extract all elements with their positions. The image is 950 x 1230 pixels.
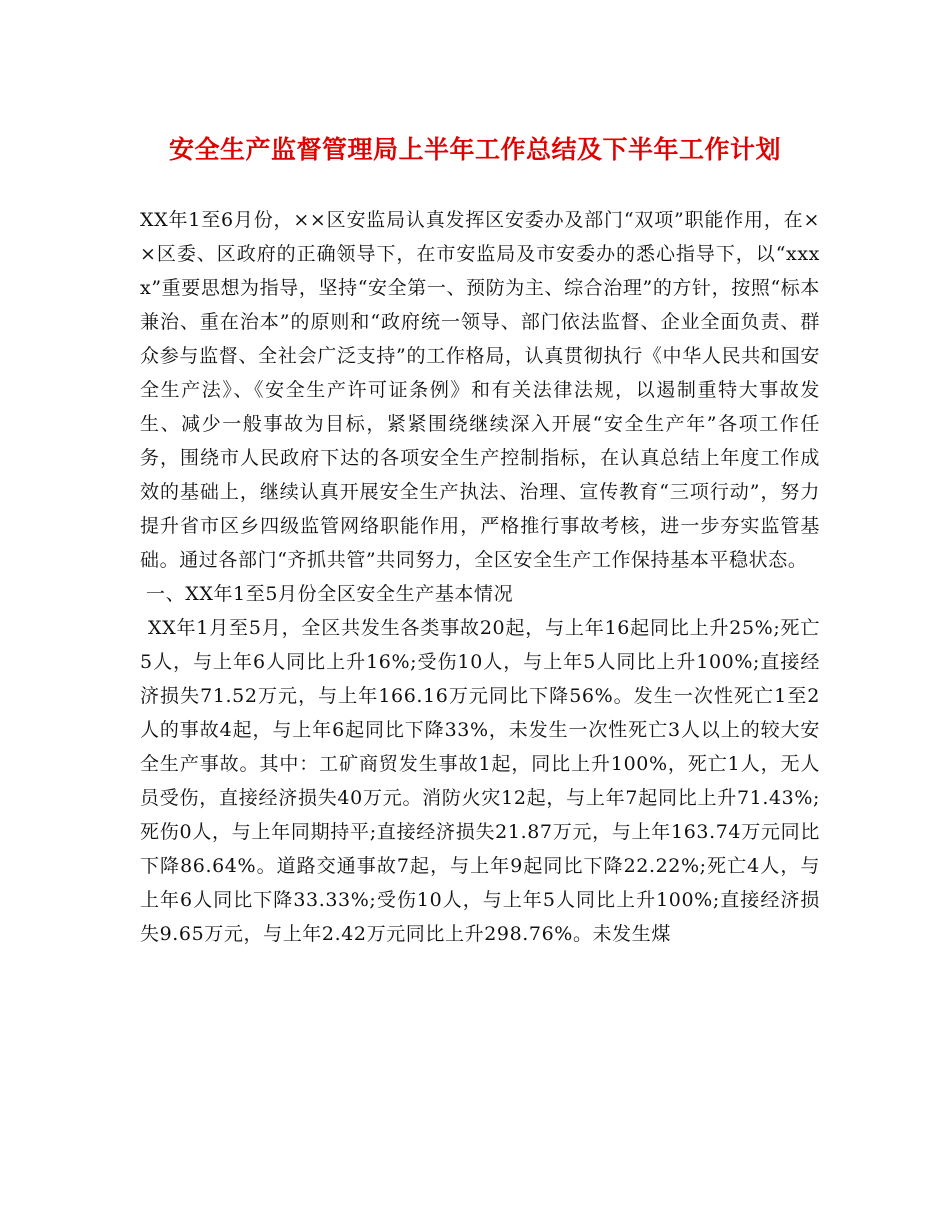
section-heading: 一、XX年1至5月份全区安全生产基本情况 (146, 583, 514, 605)
intro-paragraph: XX年1至6月份，××区安监局认真发挥区安委办及部门“双项”职能作用，在××区委、区政府的正确领导下，在市安监局及市安委办的悉心指导下，以“xxxx”重要思想为指导，坚持“安全第一、预防为主、综合治理”的方针，按照“标本兼治、重在治本”的原则和“政府统一领导、部门依法监督、企业全面负责、群众参与监督、全社会广泛支持”的工作格局，认真贯彻执行《中华人民共和国安全生产法》、《安全生产许可证条例》和有关法律法规，以遏制重特大事故发生、减少一般事故为目标，紧紧围绕继续深入开展“安全生产年”各项工作任务，围绕市人民政府下达的各项安全生产控制指标，在认真总结上年度工作成效的基础上，继续认真开展安全生产执法、治理、宣传教育“三项行动”，努力提升省市区乡四级监管网络职能作用，严格推行事故考核，进一步夯实监管基础。通过各部门“齐抓共管”共同努力，全区安全生产工作保持基本平稳状态。 (140, 209, 820, 571)
document-body (140, 203, 820, 951)
statistics-paragraph: XX年1月至5月，全区共发生各类事故20起，与上年16起同比上升25%;死亡5人，与上年6人同比上升16%;受伤10人，与上年5人同比上升100%;直接经济损失71.52万元，与上年166.16万元同比下降56%。发生一次性死亡1至2人的事故4起，与上年6起同比下降33%，未发生一次性死亡3人以上的较大安全生产事故。其中：工矿商贸发生事故1起，同比上升100%，死亡1人，无人员受伤，直接经济损失40万元。消防火灾12起，与上年7起同比上升71.43%;死伤0人，与上年同期持平;直接经济损失21.87万元，与上年163.74万元同比下降86.64%。道路交通事故7起，与上年9起同比下降22.22%;死亡4人，与上年6人同比下降33.33%;受伤10人，与上年5人同比上升100%;直接经济损失9.65万元，与上年2.42万元同比上升298.76%。未发生煤 (140, 617, 820, 945)
document-title: 安全生产监督管理局上半年工作总结及下半年工作计划 (168, 135, 781, 164)
